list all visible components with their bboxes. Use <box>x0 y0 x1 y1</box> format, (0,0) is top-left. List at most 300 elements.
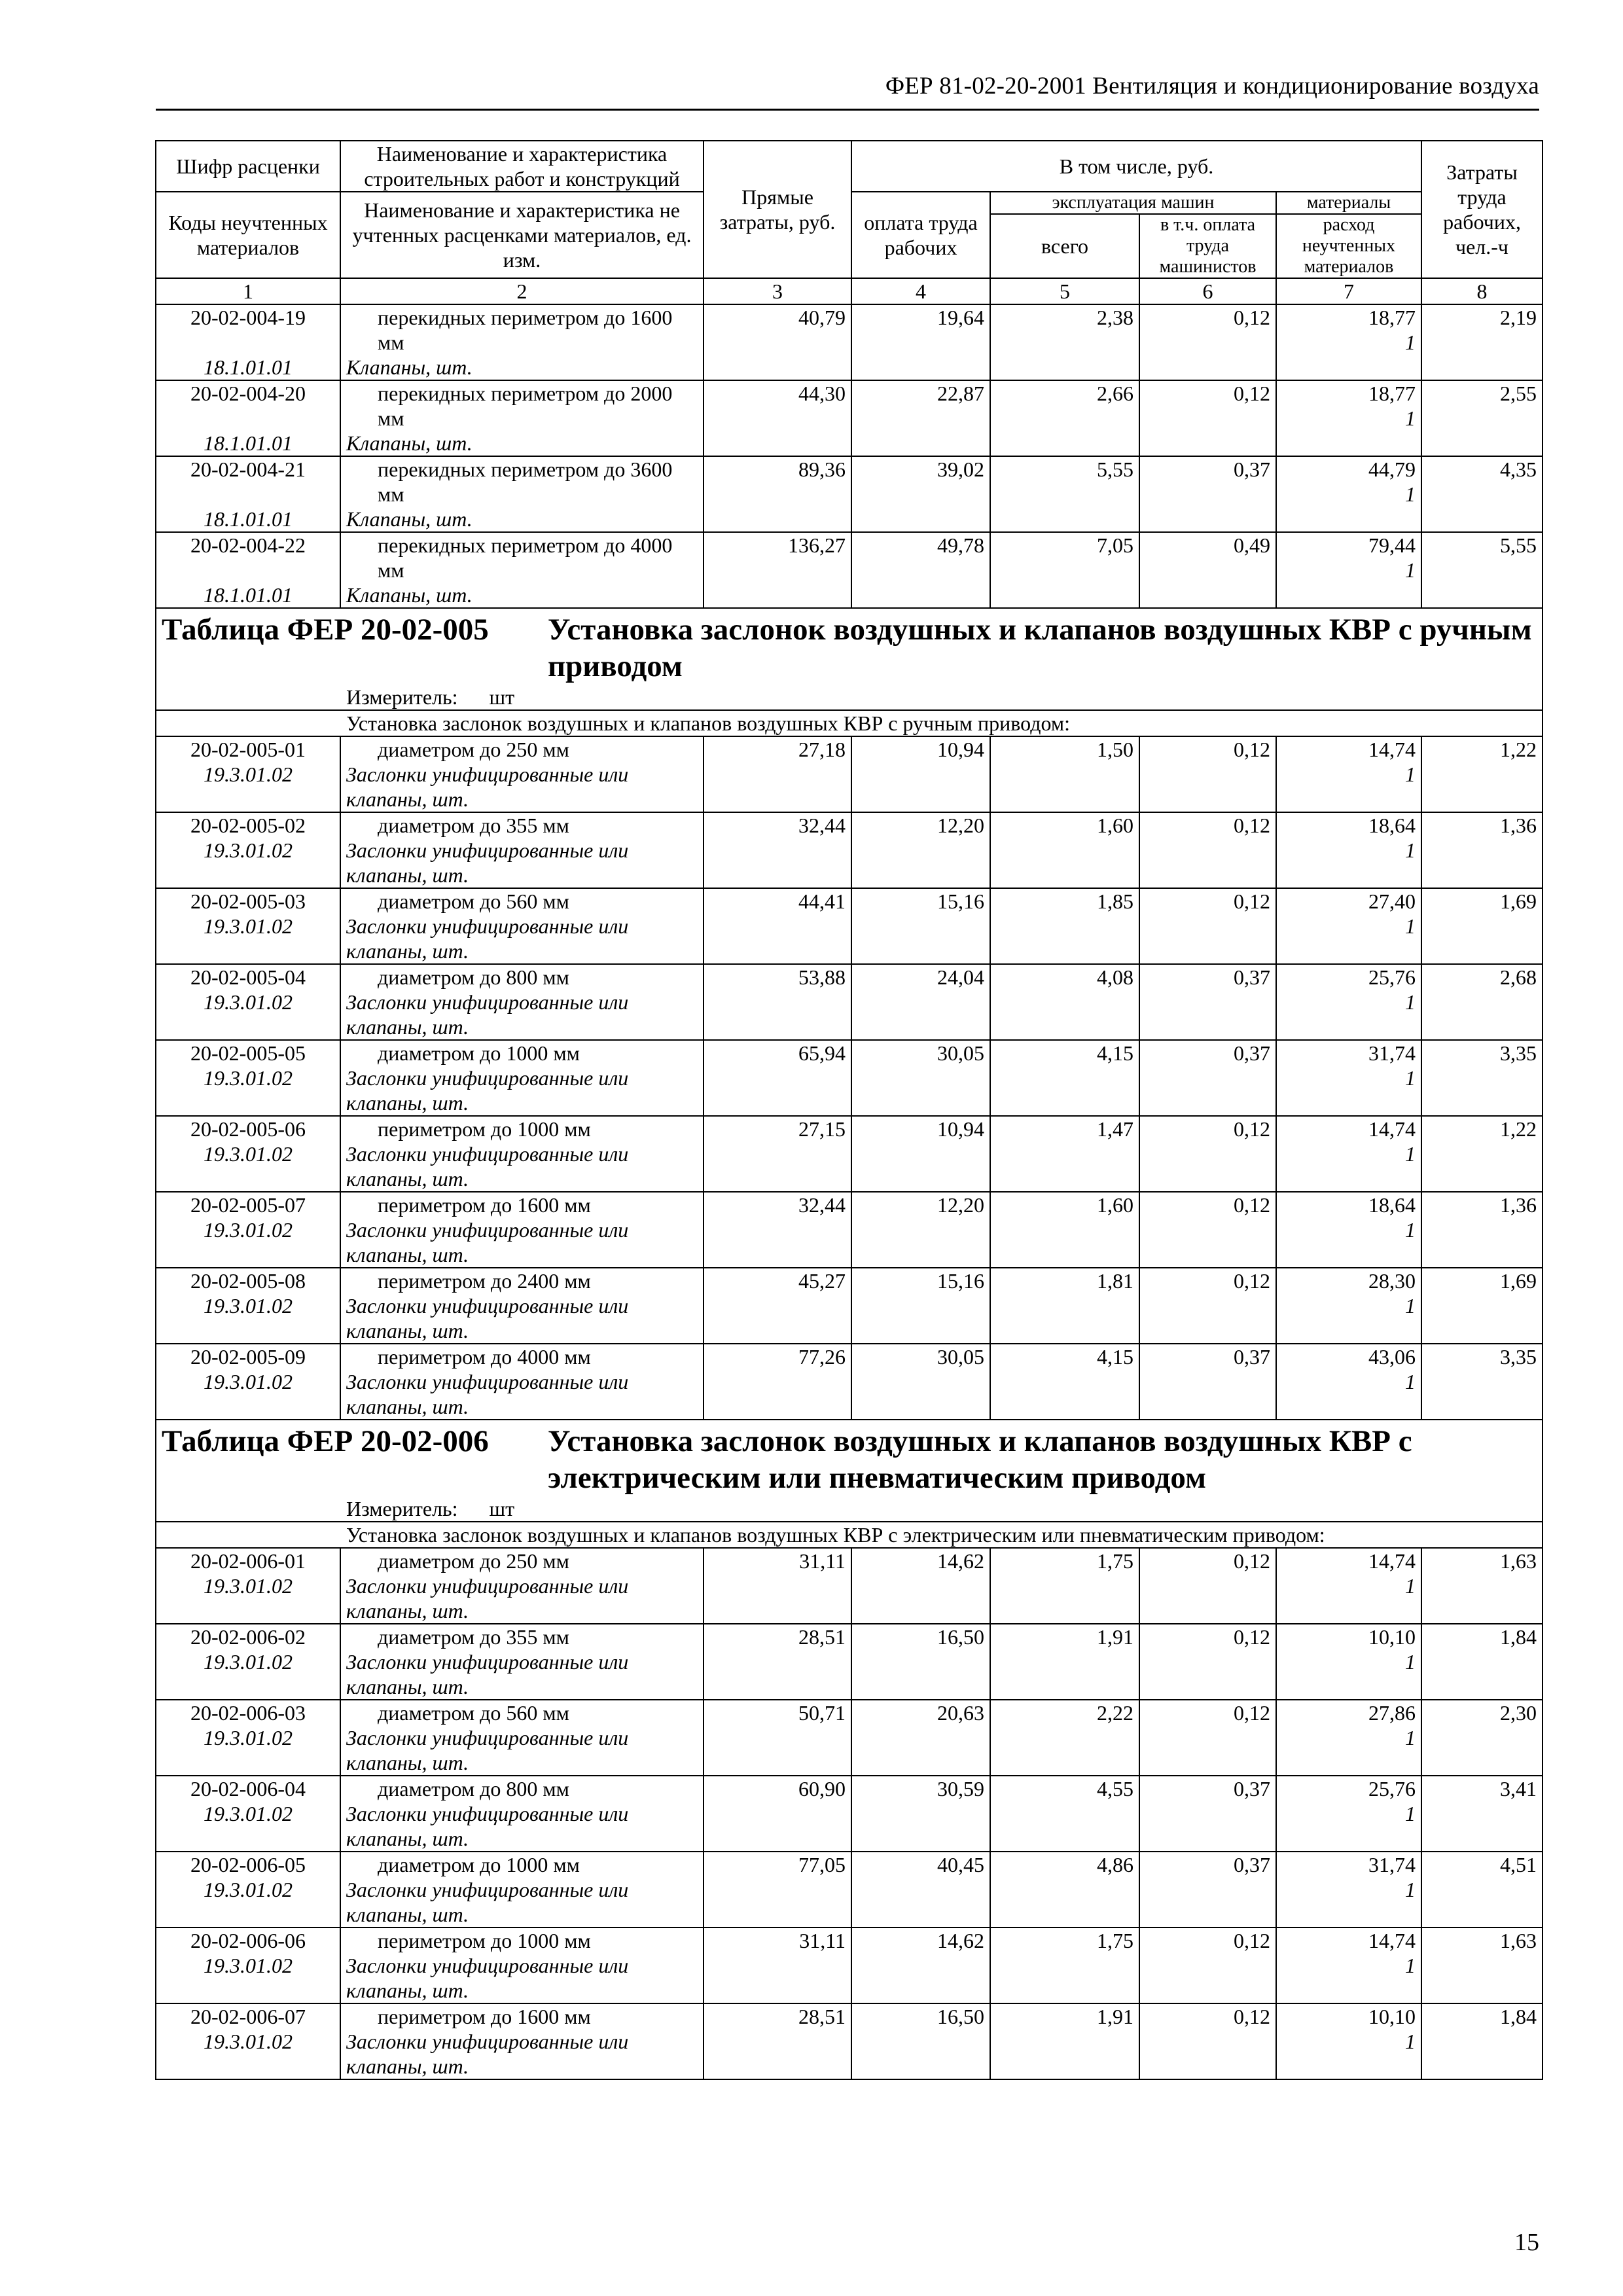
material-name: Заслонки унифицированные или клапаны, шт. <box>340 1725 704 1776</box>
rate-value <box>1139 1700 1276 1776</box>
rate-value-text: 31,74 <box>1368 1853 1416 1876</box>
material-code: 19.3.01.02 <box>156 1877 340 1928</box>
rate-value <box>704 2003 851 2079</box>
rate-value <box>1276 1928 1421 2003</box>
rate-value <box>990 888 1139 964</box>
rate-value <box>1276 304 1421 380</box>
rate-code: 20-02-005-05 <box>156 1040 340 1066</box>
rate-code: 20-02-006-07 <box>156 2003 340 2029</box>
rows-005 <box>156 736 1543 1420</box>
rate-value-text: 18,77 <box>1368 306 1416 329</box>
rate-row <box>156 304 1543 355</box>
material-quantity: 1 <box>1405 1650 1416 1674</box>
material-quantity: 1 <box>1405 1066 1416 1090</box>
rate-value <box>851 1700 990 1776</box>
rate-value-text: 50,71 <box>798 1701 846 1725</box>
rate-value-text: 4,55 <box>1097 1777 1133 1801</box>
rate-value <box>990 812 1139 888</box>
rate-value <box>1421 1192 1543 1268</box>
rate-value-text: 1,22 <box>1500 1117 1537 1141</box>
rate-name: перекидных периметром до 4000 мм <box>340 532 704 583</box>
col-number: 4 <box>851 278 990 304</box>
rate-value-text: 3,35 <box>1500 1345 1537 1369</box>
col-materials-sub: расход неучтенных материалов <box>1276 214 1421 278</box>
rate-value <box>851 2003 990 2079</box>
rate-value <box>1421 1268 1543 1344</box>
rate-value <box>1421 1116 1543 1192</box>
material-code: 19.3.01.02 <box>156 2029 340 2079</box>
rate-value-text: 0,12 <box>1234 1549 1270 1573</box>
rate-value-text: 30,05 <box>937 1345 984 1369</box>
rate-value-text: 0,12 <box>1234 1929 1270 1952</box>
col-number: 5 <box>990 278 1139 304</box>
material-name: Заслонки унифицированные или клапаны, шт. <box>340 914 704 964</box>
rate-value-text: 44,79 <box>1368 457 1416 481</box>
rate-value <box>1139 1624 1276 1700</box>
table-006-label: Таблица ФЕР 20-02-006 <box>162 1424 489 1458</box>
rate-value <box>704 532 851 608</box>
rate-value <box>990 1776 1139 1852</box>
rate-code: 20-02-004-21 <box>156 456 340 507</box>
rate-value <box>1276 1268 1421 1344</box>
rate-value <box>1139 456 1276 532</box>
rate-value <box>851 736 990 812</box>
material-quantity: 1 <box>1405 914 1416 938</box>
rate-value <box>1276 2003 1421 2079</box>
rate-value <box>851 812 990 888</box>
rate-value-text: 18,77 <box>1368 382 1416 405</box>
rate-value <box>1276 1776 1421 1852</box>
rate-row <box>156 1624 1543 1649</box>
rate-value <box>1421 736 1543 812</box>
rate-row <box>156 380 1543 431</box>
rate-row <box>156 1776 1543 1801</box>
rate-name: диаметром до 1000 мм <box>340 1852 704 1877</box>
rate-value-text: 77,26 <box>798 1345 846 1369</box>
rate-value <box>1139 888 1276 964</box>
table-005-section: Установка заслонок воздушных и клапанов воздушных КВР с ручным приводом: <box>156 710 1543 736</box>
rate-value <box>704 888 851 964</box>
material-quantity: 1 <box>1405 406 1416 430</box>
material-quantity: 1 <box>1405 482 1416 506</box>
rate-value <box>1139 1192 1276 1268</box>
table-006-measure-label: Измеритель: <box>346 1497 458 1520</box>
rate-value-text: 60,90 <box>798 1777 846 1801</box>
rate-value-text: 4,86 <box>1097 1853 1133 1876</box>
rate-value-text: 89,36 <box>798 457 846 481</box>
rate-value-text: 1,84 <box>1500 2005 1537 2028</box>
rate-value-text: 1,85 <box>1097 889 1133 913</box>
rate-value-text: 2,19 <box>1500 306 1537 329</box>
rate-value <box>1276 1344 1421 1420</box>
rate-value-text: 25,76 <box>1368 965 1416 989</box>
rate-value <box>851 380 990 456</box>
rate-name: диаметром до 800 мм <box>340 1776 704 1801</box>
rate-value <box>1421 456 1543 532</box>
rate-value <box>1139 1040 1276 1116</box>
material-name: Заслонки унифицированные или клапаны, шт. <box>340 838 704 888</box>
rate-value <box>1276 1192 1421 1268</box>
rate-value <box>990 1116 1139 1192</box>
rate-value-text: 1,60 <box>1097 1193 1133 1217</box>
material-code: 18.1.01.01 <box>156 355 340 380</box>
material-code: 18.1.01.01 <box>156 507 340 532</box>
material-quantity: 1 <box>1405 1726 1416 1749</box>
col-name-top: Наименование и характеристика строительных работ и конструкций <box>340 141 704 192</box>
material-quantity: 1 <box>1405 558 1416 582</box>
table-006-heading <box>156 1420 1543 1548</box>
rate-code: 20-02-005-02 <box>156 812 340 838</box>
rate-value-text: 10,10 <box>1368 1625 1416 1649</box>
material-name: Заслонки унифицированные или клапаны, шт. <box>340 762 704 812</box>
rate-value <box>851 1192 990 1268</box>
material-quantity: 1 <box>1405 1878 1416 1901</box>
material-name: Заслонки унифицированные или клапаны, шт. <box>340 1141 704 1192</box>
rate-value-text: 27,15 <box>798 1117 846 1141</box>
rate-value-text: 45,27 <box>798 1269 846 1293</box>
rate-value <box>990 1040 1139 1116</box>
rate-value <box>851 1624 990 1700</box>
material-name: Заслонки унифицированные или клапаны, шт. <box>340 1217 704 1268</box>
rows-004 <box>156 304 1543 608</box>
rate-value-text: 15,16 <box>937 1269 984 1293</box>
rate-code: 20-02-006-04 <box>156 1776 340 1801</box>
rate-value <box>990 964 1139 1040</box>
rate-code: 20-02-006-05 <box>156 1852 340 1877</box>
rate-value-text: 1,69 <box>1500 1269 1537 1293</box>
material-name: Клапаны, шт. <box>340 431 704 456</box>
rate-value-text: 40,45 <box>937 1853 984 1876</box>
rate-value-text: 1,91 <box>1097 1625 1133 1649</box>
rate-value <box>704 1344 851 1420</box>
rate-value-text: 0,12 <box>1234 1193 1270 1217</box>
rate-name: диаметром до 355 мм <box>340 1624 704 1649</box>
rate-row <box>156 888 1543 914</box>
rate-value <box>1276 812 1421 888</box>
table-005-title: Установка заслонок воздушных и клапанов воздушных КВР с ручным приводом <box>548 613 1532 683</box>
rate-value-text: 22,87 <box>937 382 984 405</box>
rate-value-text: 0,12 <box>1234 814 1270 837</box>
rate-value-text: 2,55 <box>1500 382 1537 405</box>
rate-value <box>1421 304 1543 380</box>
col-including: В том числе, руб. <box>851 141 1421 192</box>
material-quantity: 1 <box>1405 331 1416 354</box>
rate-value <box>704 304 851 380</box>
rate-value-text: 44,41 <box>798 889 846 913</box>
rate-value <box>1421 2003 1543 2079</box>
rate-value <box>1276 888 1421 964</box>
rate-row <box>156 1344 1543 1369</box>
rate-value <box>990 532 1139 608</box>
rate-row <box>156 1852 1543 1877</box>
column-numbers <box>156 278 1543 304</box>
rate-value <box>1139 1928 1276 2003</box>
rate-value-text: 1,75 <box>1097 1549 1133 1573</box>
rate-value <box>1139 380 1276 456</box>
rate-row <box>156 1116 1543 1141</box>
rate-value-text: 1,22 <box>1500 738 1537 761</box>
rate-code: 20-02-006-03 <box>156 1700 340 1725</box>
rate-value-text: 1,91 <box>1097 2005 1133 2028</box>
rate-value-text: 14,62 <box>937 1549 984 1573</box>
rate-value <box>851 888 990 964</box>
rate-value-text: 0,37 <box>1234 965 1270 989</box>
rate-value-text: 10,10 <box>1368 2005 1416 2028</box>
rate-row <box>156 964 1543 990</box>
rate-value <box>990 1548 1139 1624</box>
rate-value <box>990 1192 1139 1268</box>
rate-value-text: 0,49 <box>1234 533 1270 557</box>
rate-value <box>851 532 990 608</box>
rate-value <box>1276 1040 1421 1116</box>
rate-value-text: 1,63 <box>1500 1549 1537 1573</box>
rate-value <box>1139 1268 1276 1344</box>
rate-value <box>851 304 990 380</box>
rate-value-text: 2,68 <box>1500 965 1537 989</box>
rate-value-text: 4,15 <box>1097 1041 1133 1065</box>
rate-name: периметром до 1600 мм <box>340 2003 704 2029</box>
rate-value <box>704 964 851 1040</box>
rate-name: диаметром до 355 мм <box>340 812 704 838</box>
rate-value-text: 0,12 <box>1234 1269 1270 1293</box>
rate-code: 20-02-006-01 <box>156 1548 340 1573</box>
table-006-title: Установка заслонок воздушных и клапанов воздушных КВР с электрическим или пневматическим приводом <box>548 1424 1412 1495</box>
rate-value <box>1139 2003 1276 2079</box>
col-code-top: Шифр расценки <box>156 141 340 192</box>
table-005-label: Таблица ФЕР 20-02-005 <box>162 613 489 647</box>
table-006-measure-value: шт <box>489 1497 515 1520</box>
material-code: 18.1.01.01 <box>156 431 340 456</box>
rate-row <box>156 812 1543 838</box>
rate-value-text: 30,59 <box>937 1777 984 1801</box>
rate-row <box>156 532 1543 583</box>
rate-value-text: 1,69 <box>1500 889 1537 913</box>
material-name: Заслонки унифицированные или клапаны, шт. <box>340 1877 704 1928</box>
material-quantity: 1 <box>1405 838 1416 862</box>
material-name: Заслонки унифицированные или клапаны, шт. <box>340 1801 704 1852</box>
rate-code: 20-02-004-20 <box>156 380 340 431</box>
rate-value-text: 1,84 <box>1500 1625 1537 1649</box>
col-number: 1 <box>156 278 340 304</box>
rate-value <box>1139 964 1276 1040</box>
rate-value-text: 4,08 <box>1097 965 1133 989</box>
col-machines-total: всего <box>990 214 1139 278</box>
rate-value-text: 4,35 <box>1500 457 1537 481</box>
rate-value <box>1139 304 1276 380</box>
col-direct: Прямые затраты, руб. <box>704 141 851 278</box>
rate-value <box>1276 736 1421 812</box>
rate-row <box>156 1192 1543 1217</box>
rate-code: 20-02-005-03 <box>156 888 340 914</box>
material-code: 19.3.01.02 <box>156 1066 340 1116</box>
material-code: 19.3.01.02 <box>156 1217 340 1268</box>
rate-name: перекидных периметром до 2000 мм <box>340 380 704 431</box>
rate-value-text: 14,74 <box>1368 1117 1416 1141</box>
material-name: Заслонки унифицированные или клапаны, шт. <box>340 2029 704 2079</box>
rate-value <box>851 1548 990 1624</box>
rate-value <box>1139 1776 1276 1852</box>
rate-value-text: 16,50 <box>937 1625 984 1649</box>
rate-code: 20-02-005-01 <box>156 736 340 762</box>
rate-value-text: 39,02 <box>937 457 984 481</box>
rate-code: 20-02-004-19 <box>156 304 340 355</box>
rate-value-text: 0,12 <box>1234 382 1270 405</box>
rate-value-text: 1,60 <box>1097 814 1133 837</box>
rate-value <box>704 380 851 456</box>
rate-value <box>1421 1040 1543 1116</box>
rate-value-text: 2,22 <box>1097 1701 1133 1725</box>
rate-value <box>704 1040 851 1116</box>
rate-value-text: 43,06 <box>1368 1345 1416 1369</box>
material-code: 19.3.01.02 <box>156 1293 340 1344</box>
col-name-bottom: Наименование и характеристика не учтенных расценками материалов, ед. изм. <box>340 192 704 278</box>
rate-name: перекидных периметром до 1600 мм <box>340 304 704 355</box>
material-code: 19.3.01.02 <box>156 838 340 888</box>
rate-value <box>704 1852 851 1928</box>
table-005-measure-label: Измеритель: <box>346 685 458 709</box>
rate-value-text: 0,37 <box>1234 1041 1270 1065</box>
rate-value-text: 25,76 <box>1368 1777 1416 1801</box>
rate-value <box>704 736 851 812</box>
rate-value <box>1276 1852 1421 1928</box>
rate-value-text: 31,11 <box>799 1549 846 1573</box>
col-labor-pay: оплата труда рабочих <box>851 192 990 278</box>
rate-value-text: 0,12 <box>1234 1701 1270 1725</box>
material-code: 19.3.01.02 <box>156 1801 340 1852</box>
rate-value-text: 18,64 <box>1368 1193 1416 1217</box>
rate-code: 20-02-006-02 <box>156 1624 340 1649</box>
rows-006 <box>156 1548 1543 2079</box>
rate-value-text: 2,38 <box>1097 306 1133 329</box>
rate-code: 20-02-006-06 <box>156 1928 340 1953</box>
rate-value <box>990 304 1139 380</box>
rate-value <box>1421 380 1543 456</box>
rate-row <box>156 1548 1543 1573</box>
rate-value-text: 32,44 <box>798 814 846 837</box>
material-quantity: 1 <box>1405 990 1416 1014</box>
rate-value <box>1421 812 1543 888</box>
rate-value-text: 27,86 <box>1368 1701 1416 1725</box>
rate-value-text: 1,36 <box>1500 1193 1537 1217</box>
rate-value-text: 0,37 <box>1234 457 1270 481</box>
rate-value-text: 27,40 <box>1368 889 1416 913</box>
rate-value-text: 1,50 <box>1097 738 1133 761</box>
rate-value-text: 27,18 <box>798 738 846 761</box>
rate-value-text: 49,78 <box>937 533 984 557</box>
material-name: Заслонки унифицированные или клапаны, шт. <box>340 990 704 1040</box>
rate-value-text: 2,30 <box>1500 1701 1537 1725</box>
rate-value <box>851 1268 990 1344</box>
rate-value-text: 0,12 <box>1234 1117 1270 1141</box>
material-code: 19.3.01.02 <box>156 1141 340 1192</box>
rate-code: 20-02-005-04 <box>156 964 340 990</box>
rate-value <box>704 456 851 532</box>
rate-name: периметром до 1000 мм <box>340 1116 704 1141</box>
rate-value <box>1421 1928 1543 2003</box>
rate-value-text: 4,15 <box>1097 1345 1133 1369</box>
rate-value-text: 20,63 <box>937 1701 984 1725</box>
material-name: Заслонки унифицированные или клапаны, шт. <box>340 1066 704 1116</box>
rate-value <box>1421 1548 1543 1624</box>
rate-value <box>704 1548 851 1624</box>
rate-value <box>1139 1344 1276 1420</box>
col-labor-cost: Затраты труда рабочих, чел.-ч <box>1421 141 1543 278</box>
material-code: 19.3.01.02 <box>156 762 340 812</box>
rate-value <box>1276 532 1421 608</box>
material-quantity: 1 <box>1405 2030 1416 2053</box>
rate-value <box>1421 1344 1543 1420</box>
rate-value <box>990 1344 1139 1420</box>
material-quantity: 1 <box>1405 1802 1416 1825</box>
rate-name: периметром до 1000 мм <box>340 1928 704 1953</box>
rate-value-text: 5,55 <box>1097 457 1133 481</box>
rate-value <box>1421 1700 1543 1776</box>
header-rule <box>156 109 1539 111</box>
rate-code: 20-02-005-06 <box>156 1116 340 1141</box>
rate-value-text: 14,62 <box>937 1929 984 1952</box>
rate-value <box>1139 1116 1276 1192</box>
rate-value <box>704 1268 851 1344</box>
rate-value <box>1421 888 1543 964</box>
rate-value-text: 0,12 <box>1234 1625 1270 1649</box>
rate-value-text: 28,30 <box>1368 1269 1416 1293</box>
rate-value <box>851 1928 990 2003</box>
rate-value-text: 0,12 <box>1234 889 1270 913</box>
rate-name: периметром до 4000 мм <box>340 1344 704 1369</box>
rate-value <box>704 1928 851 2003</box>
rate-value-text: 12,20 <box>937 1193 984 1217</box>
material-name: Заслонки унифицированные или клапаны, шт. <box>340 1369 704 1420</box>
rate-value-text: 14,74 <box>1368 1549 1416 1573</box>
material-quantity: 1 <box>1405 1574 1416 1598</box>
rate-name: периметром до 2400 мм <box>340 1268 704 1293</box>
table-006-section: Установка заслонок воздушных и клапанов воздушных КВР с электрическим или пневматическим приводом: <box>156 1522 1543 1548</box>
rate-value <box>1421 1852 1543 1928</box>
rate-value-text: 18,64 <box>1368 814 1416 837</box>
rate-value <box>1276 964 1421 1040</box>
rate-code: 20-02-005-07 <box>156 1192 340 1217</box>
rate-value-text: 5,55 <box>1500 533 1537 557</box>
rate-value <box>704 1192 851 1268</box>
col-number: 7 <box>1276 278 1421 304</box>
col-number: 6 <box>1139 278 1276 304</box>
rate-value-text: 1,81 <box>1097 1269 1133 1293</box>
rate-name: диаметром до 800 мм <box>340 964 704 990</box>
rate-value <box>704 1116 851 1192</box>
rate-code: 20-02-005-08 <box>156 1268 340 1293</box>
rate-name: перекидных периметром до 3600 мм <box>340 456 704 507</box>
table-005-measure-value: шт <box>489 685 515 709</box>
rate-value-text: 19,64 <box>937 306 984 329</box>
rate-value-text: 44,30 <box>798 382 846 405</box>
material-name: Заслонки унифицированные или клапаны, шт. <box>340 1649 704 1700</box>
col-machines: эксплуатация машин <box>990 192 1276 214</box>
rate-value-text: 24,04 <box>937 965 984 989</box>
rate-value <box>851 1040 990 1116</box>
rate-value-text: 0,37 <box>1234 1853 1270 1876</box>
rate-value-text: 15,16 <box>937 889 984 913</box>
rate-row <box>156 456 1543 507</box>
rate-value <box>990 1268 1139 1344</box>
rate-name: диаметром до 1000 мм <box>340 1040 704 1066</box>
rate-value <box>1139 532 1276 608</box>
rate-name: диаметром до 560 мм <box>340 888 704 914</box>
col-number: 8 <box>1421 278 1543 304</box>
rate-value <box>990 380 1139 456</box>
rate-value-text: 31,74 <box>1368 1041 1416 1065</box>
document-header-title: ФЕР 81-02-20-2001 Вентиляция и кондиционирование воздуха <box>885 73 1539 99</box>
rate-value-text: 30,05 <box>937 1041 984 1065</box>
